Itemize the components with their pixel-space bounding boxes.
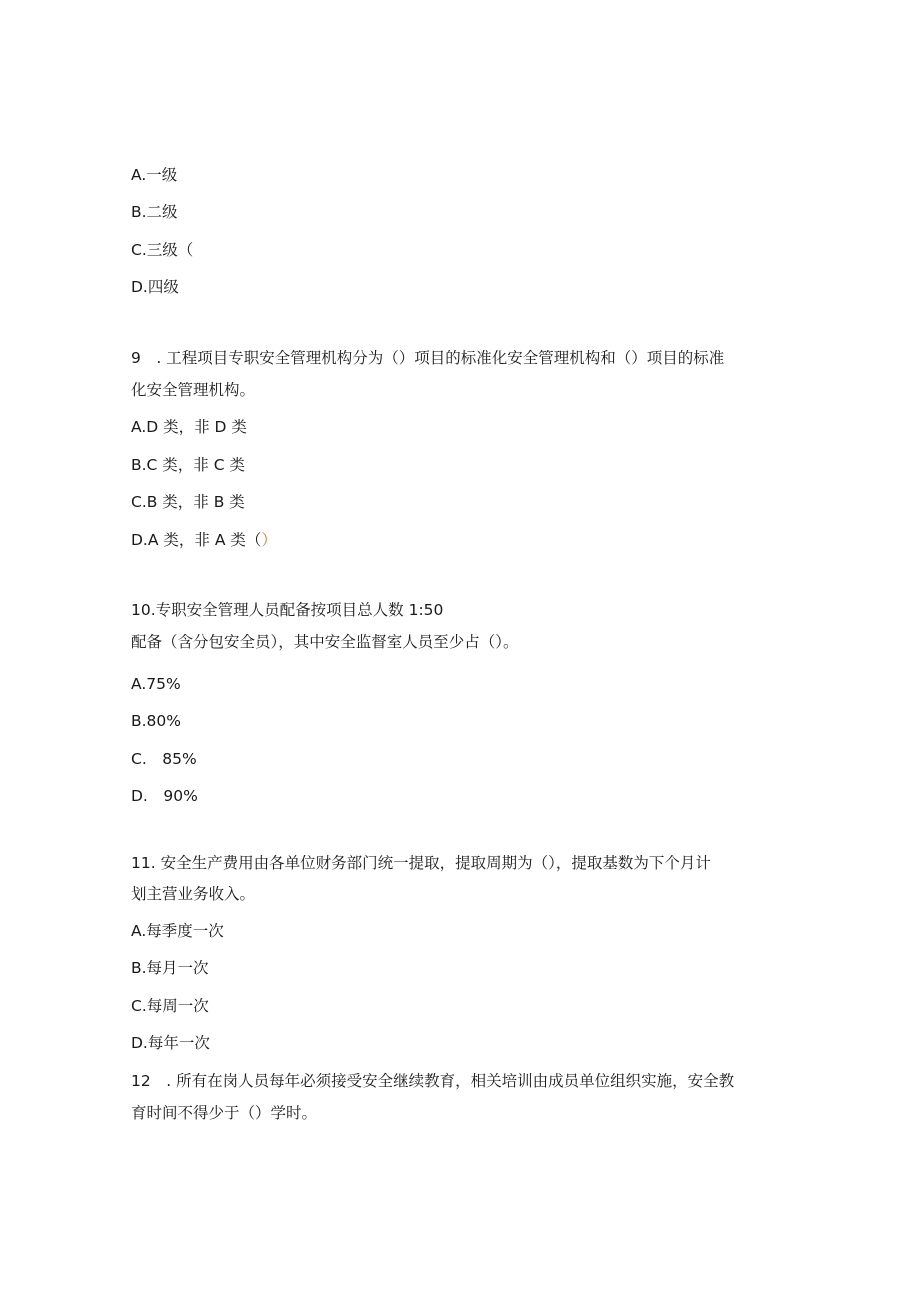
q8-option-c: C.三级（ <box>131 241 194 259</box>
q9-option-d-text: D.A 类，非 A 类（ <box>131 531 262 549</box>
q11-stem-line2: 划主营业务收入。 <box>131 885 256 903</box>
q10-option-a: A.75% <box>131 675 181 693</box>
q9-option-d <box>131 530 277 550</box>
q12-stem-line1: 12 . 所有在岗人员每年必须接受安全继续教育，相关培训由成员单位组织实施，安全教 <box>131 1072 735 1090</box>
q9-option-c: C.B 类，非 B 类 <box>131 493 245 511</box>
q11-option-b: B.每月一次 <box>131 959 209 977</box>
q8-option-d: D.四级 <box>131 278 179 296</box>
q11-option-d: D.每年一次 <box>131 1034 210 1052</box>
q9-option-b: B.C 类，非 C 类 <box>131 456 245 474</box>
q10-option-c: C. 85% <box>131 750 197 768</box>
q9-stem-line1: 9 . 工程项目专职安全管理机构分为（）项目的标准化安全管理机构和（）项目的标准 <box>131 349 725 367</box>
q9-option-a: A.D 类，非 D 类 <box>131 418 247 436</box>
q10-option-b: B.80% <box>131 712 182 730</box>
q10-option-d: D. 90% <box>131 787 198 805</box>
q9-option-d-paren: ） <box>261 531 277 549</box>
q8-option-a: A.一级 <box>131 166 178 184</box>
q8-option-b: B.二级 <box>131 203 178 221</box>
q12-stem-line2: 育时间不得少于（）学时。 <box>131 1104 318 1122</box>
q11-option-c: C.每周一次 <box>131 997 209 1015</box>
q11-option-a: A.每季度一次 <box>131 922 224 940</box>
q10-stem-line2: 配备（含分包安全员），其中安全监督室人员至少占（）。 <box>131 633 519 651</box>
q11-stem-line1: 11. 安全生产费用由各单位财务部门统一提取，提取周期为（），提取基数为下个月计 <box>131 854 711 872</box>
q10-stem-line1: 10.专职安全管理人员配备按项目总人数 1:50 <box>131 601 444 619</box>
q9-stem-line2: 化安全管理机构。 <box>131 381 256 399</box>
